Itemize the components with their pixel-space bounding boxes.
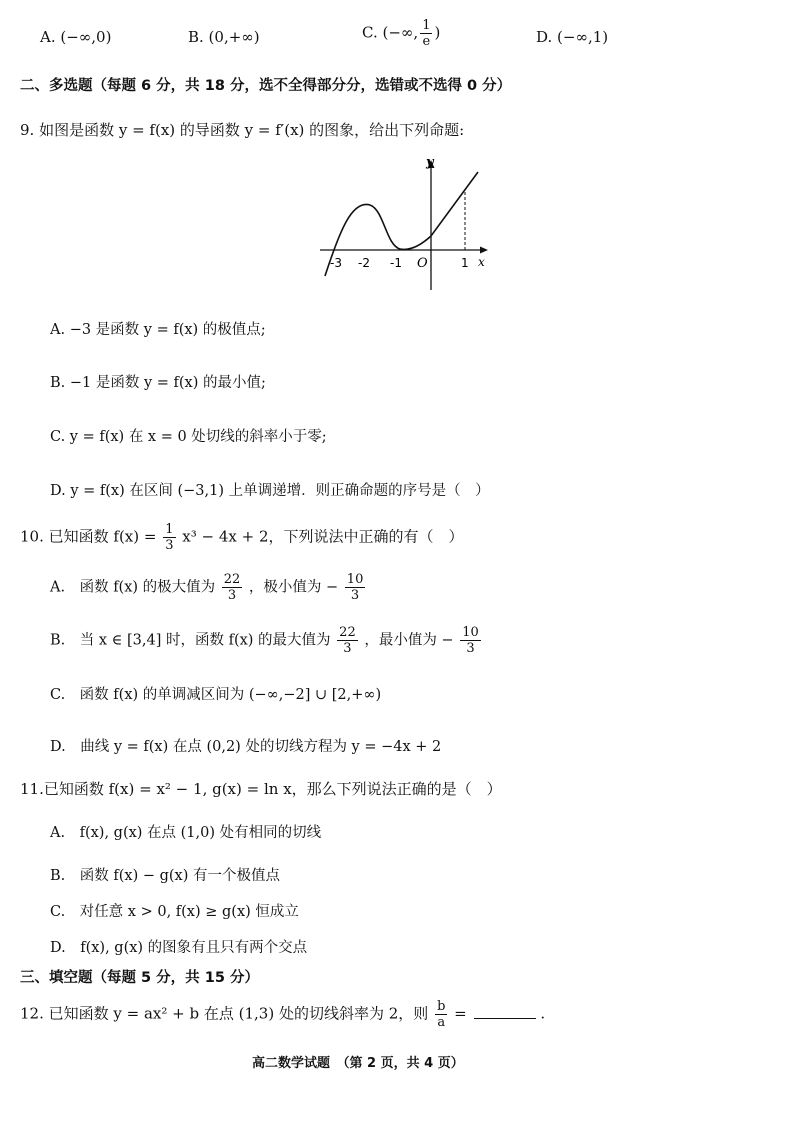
y-axis-label: y: [426, 155, 434, 170]
question-9-option-a: A. −3 是函数 y = f(x) 的极值点;: [50, 322, 266, 338]
question-10-stem-post: x³ − 4x + 2，下列说法中正确的有（ ）: [182, 527, 464, 546]
question-11-option-c: C. 对任意 x > 0, f(x) ≥ g(x) 恒成立: [50, 904, 299, 920]
fraction-numerator: 1: [422, 18, 431, 33]
tick-label-1: 1: [461, 256, 469, 270]
x-axis-arrow: [480, 247, 488, 254]
fraction-denominator: 3: [227, 588, 237, 603]
fraction-denominator: 3: [350, 588, 360, 603]
prev-option-c: [362, 18, 440, 49]
x-axis-label: x: [478, 255, 485, 269]
fraction-numerator: 22: [223, 572, 241, 587]
fraction-denominator: a: [437, 1015, 446, 1030]
question-9-option-c: C. y = f(x) 在 x = 0 处切线的斜率小于零;: [50, 429, 327, 445]
origin-label: O: [417, 256, 428, 271]
question-10-stem-pre: 10. 已知函数 f(x) =: [20, 527, 157, 546]
question-12-equals: =: [454, 1004, 467, 1023]
fraction-numerator: b: [437, 999, 446, 1014]
prev-option-b: B. (0,+∞): [188, 28, 260, 46]
question-12-stem: [20, 999, 545, 1030]
fraction-numerator: 10: [346, 572, 364, 587]
tick-label-neg3: -3: [330, 256, 342, 270]
question-10-stem: [20, 522, 464, 553]
option-a-text-pre: A. 函数 f(x) 的极大值为: [50, 579, 216, 596]
option-a-fraction-max: [222, 572, 243, 603]
section-title-multi-choice: 二、多选题（每题 6 分，共 18 分，选不全得部分分，选错或不选得 0 分）: [20, 78, 512, 94]
question-11-option-b: B. 函数 f(x) − g(x) 有一个极值点: [50, 868, 280, 884]
option-a-text-mid: ，极小值为 −: [248, 579, 339, 596]
prev-option-c-fraction: [420, 18, 432, 49]
question-11-stem: 11.已知函数 f(x) = x² − 1, g(x) = ln x，那么下列说法正确的是（ ）: [20, 780, 502, 798]
question-11-option-d: D. f(x), g(x) 的图象有且只有两个交点: [50, 940, 308, 956]
fraction-denominator: 3: [343, 641, 352, 656]
fraction-denominator: e: [422, 34, 431, 49]
fraction-numerator: 22: [339, 625, 356, 640]
derivative-graph-figure: [300, 150, 500, 295]
prev-option-d: D. (−∞,1): [536, 28, 609, 46]
question-10-option-b: [50, 625, 483, 656]
question-12-stem-pre: 12. 已知函数 y = ax² + b 在点 (1,3) 处的切线斜率为 2，则: [20, 1004, 429, 1023]
question-9-option-d: D. y = f(x) 在区间 (−3,1) 上单调递增．则正确命题的序号是（ ）: [50, 483, 490, 499]
prev-option-c-left: (−∞,: [382, 23, 419, 42]
section-title-fill-in: 三、填空题（每题 5 分，共 15 分）: [20, 970, 259, 986]
prev-option-a: A. (−∞,0): [40, 28, 112, 46]
prev-option-c-label: C.: [362, 23, 378, 42]
question-12-fraction: [435, 999, 447, 1030]
option-b-fraction-min: [460, 625, 481, 656]
question-9-option-b: B. −1 是函数 y = f(x) 的最小值;: [50, 375, 266, 391]
option-b-fraction-max: [337, 625, 358, 656]
answer-blank[interactable]: [474, 1018, 536, 1019]
option-a-fraction-min: [345, 572, 366, 603]
tick-label-neg1: -1: [390, 256, 402, 270]
tick-label-neg2: -2: [358, 256, 370, 270]
question-10-fraction: [163, 522, 175, 553]
question-9-stem: 9. 如图是函数 y = f(x) 的导函数 y = f′(x) 的图象，给出下列命题:: [20, 121, 465, 139]
question-10-option-c: C. 函数 f(x) 的单调减区间为 (−∞,−2] ∪ [2,+∞): [50, 687, 382, 703]
fraction-numerator: 1: [165, 522, 174, 537]
fraction-denominator: 3: [466, 641, 475, 656]
question-10-option-d: D. 曲线 y = f(x) 在点 (0,2) 处的切线方程为 y = −4x + 2: [50, 739, 442, 755]
question-12-period: .: [540, 1004, 546, 1023]
fraction-denominator: 3: [165, 538, 174, 553]
question-10-option-a: [50, 572, 367, 603]
option-b-text-mid: ，最小值为 −: [364, 632, 454, 649]
question-11-option-a: A. f(x), g(x) 在点 (1,0) 处有相同的切线: [50, 825, 322, 841]
prev-option-c-right: ): [434, 23, 441, 42]
option-b-text-pre: B. 当 x ∈ [3,4] 时，函数 f(x) 的最大值为: [50, 632, 331, 649]
page-footer: 高二数学试题 （第 2 页，共 4 页）: [252, 1056, 464, 1071]
fraction-numerator: 10: [462, 625, 479, 640]
